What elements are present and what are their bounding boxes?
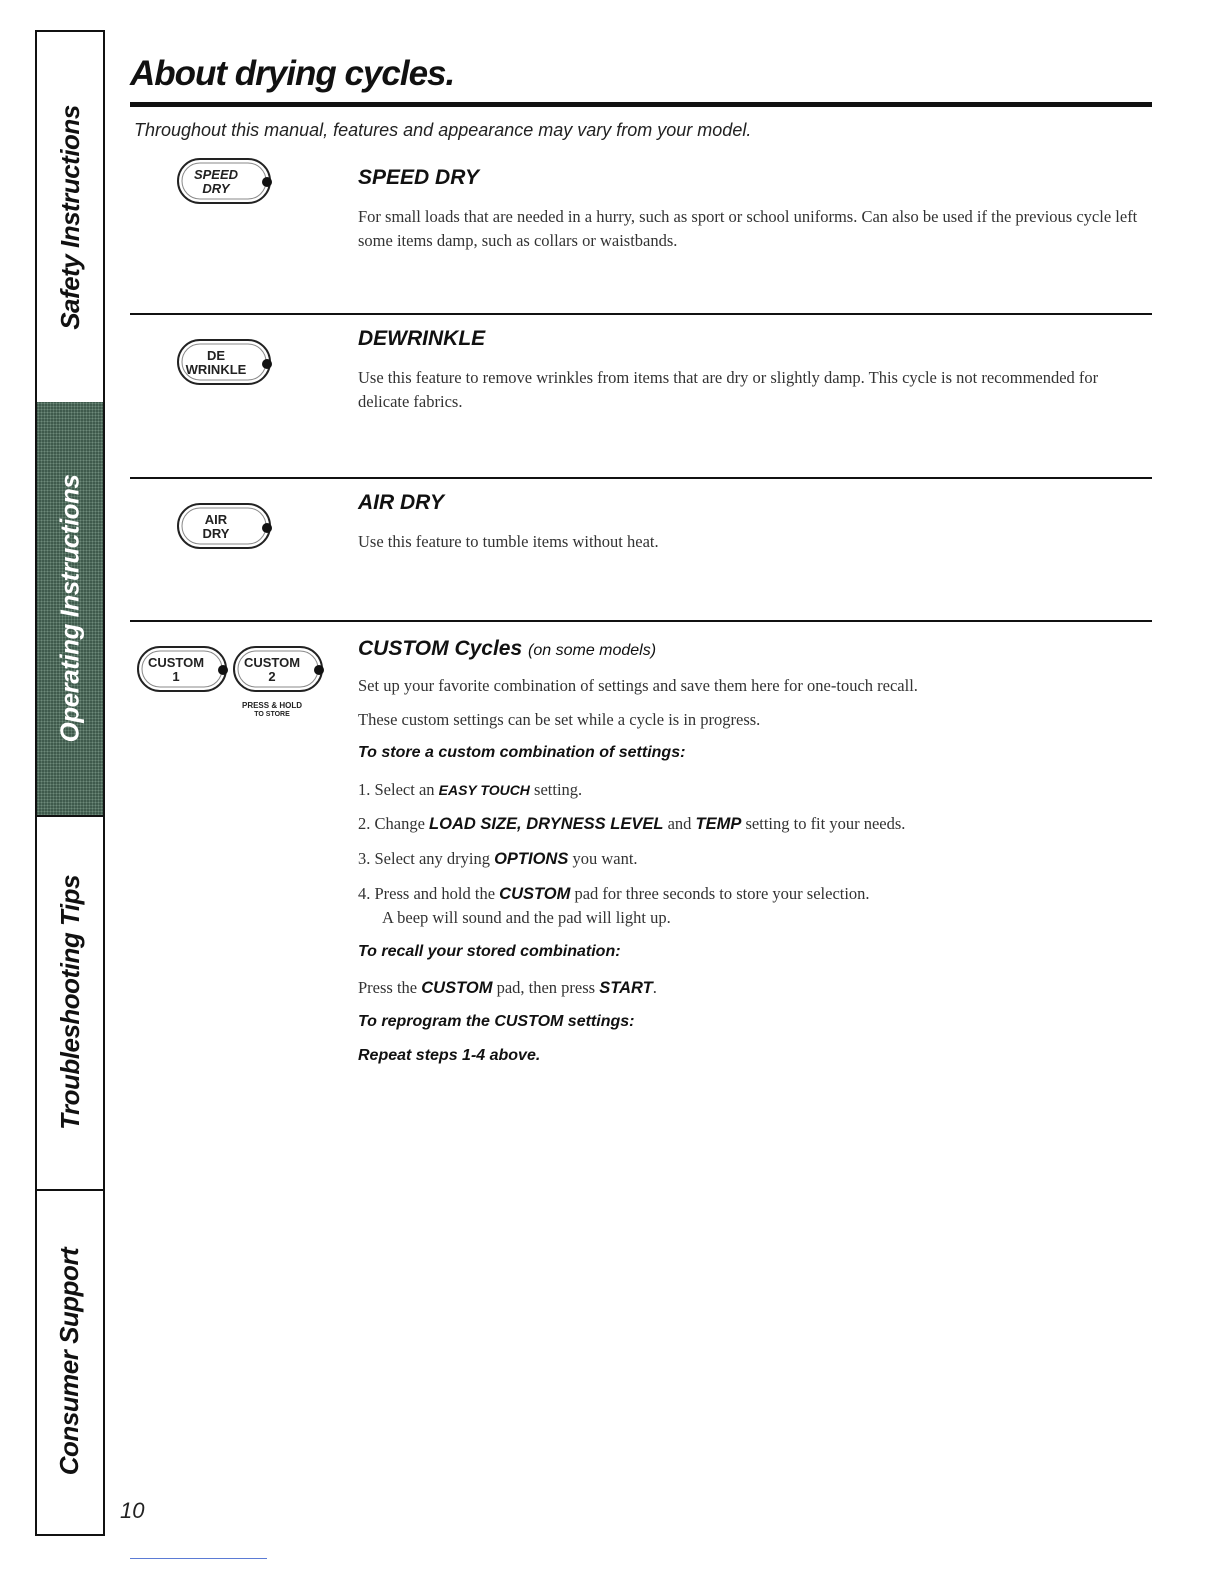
section-divider (130, 620, 1152, 622)
custom-description-1: Set up your favorite combination of settings and save them here for one-touch recall. (358, 676, 918, 695)
step-1 (358, 780, 582, 800)
section-divider (130, 477, 1152, 479)
tab-troubleshooting-tips[interactable] (37, 815, 103, 1191)
tab-consumer-support[interactable] (37, 1189, 103, 1534)
sidebar-nav (35, 30, 105, 1536)
tab-label: Safety Instructions (54, 104, 85, 330)
icon-label-line2: 2 (268, 669, 276, 684)
step-keyword: EASY TOUCH (438, 782, 530, 798)
icon-label-line2: DRY (202, 526, 230, 541)
custom-2-button-icon (228, 643, 328, 697)
recall-instruction (358, 978, 657, 998)
section-divider (130, 313, 1152, 315)
icon-label-line1: AIR (204, 512, 228, 527)
tab-label: Troubleshooting Tips (54, 874, 85, 1130)
icon-label-line2: WRINKLE (185, 362, 247, 377)
step-keyword: CUSTOM (421, 979, 493, 997)
tab-label: Consumer Support (54, 1247, 85, 1476)
icon-label-line2: 1 (172, 669, 180, 684)
speed-dry-heading: SPEED DRY (358, 166, 479, 189)
icon-label-line1: CUSTOM (243, 655, 301, 670)
dewrinkle-description: Use this feature to remove wrinkles from items that are dry or slightly damp. This cycle is not recommended for delicate fabrics. (358, 368, 1099, 411)
custom-description-2: These custom settings can be set while a cycle is in progress. (358, 710, 761, 729)
step-3 (358, 849, 638, 869)
air-dry-heading: AIR DRY (358, 491, 444, 514)
step-text: and (663, 814, 696, 833)
icon-label-line2: DRY (202, 181, 230, 196)
reprogram-heading: To reprogram the CUSTOM settings: (358, 1013, 635, 1030)
air-dry-description: Use this feature to tumble items without heat. (358, 532, 659, 551)
step-text: 4. Press and hold the (358, 884, 500, 903)
step-text: setting. (529, 780, 583, 799)
step-text: pad, then press (492, 978, 600, 997)
step-text: pad for three seconds to store your selection. (570, 884, 870, 903)
step-2 (358, 814, 905, 834)
footer-line (130, 1558, 267, 1559)
step-text: setting to fit your needs. (741, 814, 906, 833)
step-text: . (652, 978, 657, 997)
speed-dry-description: For small loads that are needed in a hurry, such as sport or school uniforms. Can also be used if the previous cycle left some items damp, such as collars or waistbands. (358, 207, 1138, 250)
icon-label-line1: CUSTOM (147, 655, 205, 670)
icon-label-line1: DE (206, 348, 226, 363)
dewrinkle-button-icon (170, 336, 278, 390)
step-keyword: START (599, 979, 653, 997)
step-text: 3. Select any drying (358, 849, 495, 868)
air-dry-button-icon (170, 500, 278, 554)
step-4 (358, 884, 870, 904)
tab-safety-instructions[interactable] (37, 32, 103, 404)
step-text: 1. Select an (358, 780, 439, 799)
store-heading: To store a custom combination of settings: (358, 744, 686, 761)
custom-cycles-title: CUSTOM Cycles (358, 637, 523, 660)
page-title: About drying cycles. (130, 54, 455, 93)
step-4-continued: A beep will sound and the pad will light up. (382, 908, 671, 927)
title-divider (130, 102, 1152, 107)
step-text: 2. Change (358, 814, 430, 833)
custom-cycles-heading (358, 637, 656, 661)
press-hold-caption (232, 701, 312, 719)
custom-cycles-note: (on some models) (528, 642, 657, 659)
page-number: 10 (120, 1498, 145, 1523)
step-text: you want. (568, 849, 638, 868)
tab-operating-instructions[interactable] (37, 402, 103, 817)
icon-label-line1: SPEED (193, 167, 239, 182)
repeat-steps: Repeat steps 1-4 above. (358, 1047, 541, 1064)
step-keyword: LOAD SIZE, DRYNESS LEVEL (429, 815, 664, 833)
step-text: Press the (358, 978, 422, 997)
page-subtitle: Throughout this manual, features and appearance may vary from your model. (134, 120, 752, 140)
custom-1-button-icon (132, 643, 232, 697)
recall-heading: To recall your stored combination: (358, 943, 621, 960)
speed-dry-button-icon (170, 155, 278, 209)
dewrinkle-heading: DEWRINKLE (358, 327, 486, 350)
step-keyword: OPTIONS (494, 850, 569, 868)
step-keyword: TEMP (695, 815, 742, 833)
press-hold-line2: TO STORE (254, 711, 290, 718)
press-hold-line1: PRESS & HOLD (241, 701, 302, 710)
step-keyword: CUSTOM (499, 885, 571, 903)
tab-label: Operating Instructions (54, 474, 85, 743)
